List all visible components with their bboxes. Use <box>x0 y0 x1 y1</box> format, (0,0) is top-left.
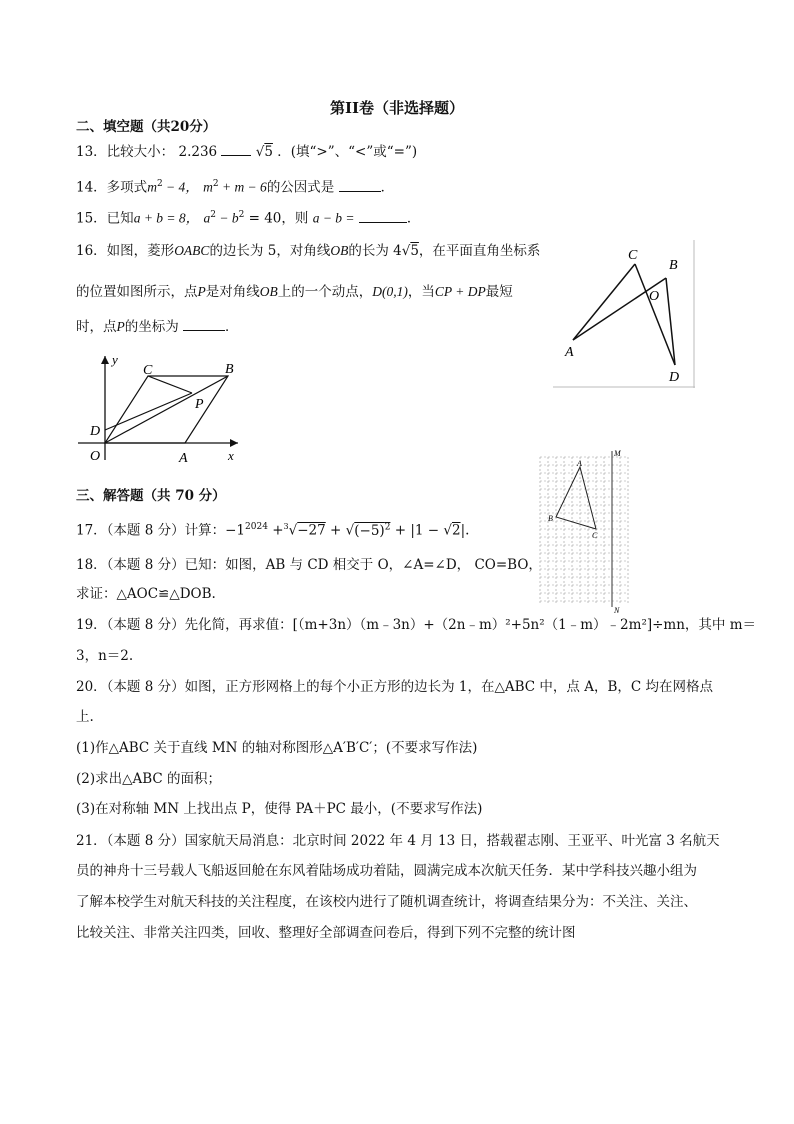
question-20-part1: (1)作△ABC 关于直线 MN 的轴对称图形△A′B′C′；(不要求写作法) <box>76 740 478 756</box>
label-O: O <box>649 289 660 304</box>
label-M: M <box>614 449 621 458</box>
axis-label-x: x <box>228 448 234 463</box>
grid-triangle-figure <box>536 447 636 615</box>
answer-blank[interactable] <box>221 143 251 156</box>
answer-blank[interactable] <box>339 179 381 192</box>
question-15: 15．已知a + b = 8， $a^2 - b^2 = 40$，则 a − b = ． <box>76 210 421 227</box>
question-20-line2: 上. <box>76 709 94 725</box>
label-A: A <box>577 459 582 468</box>
label-P: P <box>195 397 204 412</box>
label-C: C <box>628 248 638 263</box>
label-O: O <box>90 449 101 464</box>
question-20-part3: (3)在对称轴 MN 上找出点 P，使得 PA＋PC 最小，(不要求写作法) <box>76 801 483 817</box>
question-19-line2: 3，n＝2. <box>76 648 134 664</box>
question-21-line3: 了解本校学生对航天科技的关注程度，在该校内进行了随机调查统计，将调查结果分为：不关注、关注、 <box>76 894 697 910</box>
question-21-line2: 员的神舟十三号载人飞船返回舱在东风着陆场成功着陆，圆满完成本次航天任务．某中学科技兴趣小组为 <box>76 863 697 879</box>
answer-blank[interactable] <box>183 318 225 331</box>
section-solutions-heading: 三、解答题（共 70 分） <box>76 488 226 504</box>
question-21-line4: 比较关注、非常关注四类，回收、整理好全部调查问卷后，得到下列不完整的统计图 <box>76 925 576 941</box>
rhombus-coordinate-figure <box>70 348 250 468</box>
label-D: D <box>669 370 680 385</box>
label-C: C <box>592 531 598 540</box>
label-D: D <box>90 424 101 439</box>
page-title: 第II卷（非选择题） <box>329 99 465 117</box>
question-14: 14．多项式$m^2 - 4$， $m^2 + m - 6$的公因式是 ． <box>76 179 395 196</box>
intersecting-segments-figure <box>553 240 695 388</box>
question-16-line2: 的位置如图所示，点P是对角线OB上的一个动点，D(0,1)，当CP + DP最短 <box>76 284 513 300</box>
question-17: 17．（本题 8 分）计算：$-1^{2024} +^3√-27 + √(-5)^2 + |1 - √2|$. <box>76 522 470 539</box>
question-21-line1: 21．（本题 8 分）国家航天局消息：北京时间 2022 年 4 月 13 日，搭载翟志刚、王亚平、叶光富 3 名航天 <box>76 833 720 849</box>
question-18-line1: 18．（本题 8 分）已知：如图，AB 与 CD 相交于 O，∠A=∠D， CO=BO， <box>76 557 542 573</box>
question-18-line2: 求证：△AOC≌△DOB. <box>76 586 216 602</box>
axis-label-y: y <box>112 352 118 367</box>
label-B: B <box>548 514 553 523</box>
sqrt: √5 <box>255 144 273 160</box>
label-A: A <box>565 345 574 360</box>
question-13: 13．比较大小： 2.236 √5 ．(填“>”、“<”或“=”) <box>76 144 418 160</box>
section-fill-blank-heading: 二、填空题（共20分） <box>76 119 217 135</box>
question-19-line1: 19．（本题 8 分）先化简，再求值：[（m+3n）（m﹣3n）+（2n﹣m）²+5n²（1﹣m）﹣2m²]÷mn，其中 m＝ <box>76 617 757 633</box>
label-A: A <box>179 451 188 466</box>
question-16-line3: 时，点P的坐标为 ． <box>76 319 239 335</box>
question-16-line1: 16．如图，菱形OABC的边长为 5，对角线OB的长为 4√5，在平面直角坐标系 <box>76 243 541 259</box>
label-B: B <box>225 362 234 377</box>
label-C: C <box>143 363 153 378</box>
question-20-part2: (2)求出△ABC 的面积； <box>76 771 222 787</box>
label-B: B <box>669 258 678 273</box>
label-N: N <box>614 606 620 615</box>
question-20-line1: 20．（本题 8 分）如图，正方形网格上的每个小正方形的边长为 1，在△ABC 中，点 A，B，C 均在网格点 <box>76 679 713 695</box>
answer-blank[interactable] <box>359 210 407 223</box>
